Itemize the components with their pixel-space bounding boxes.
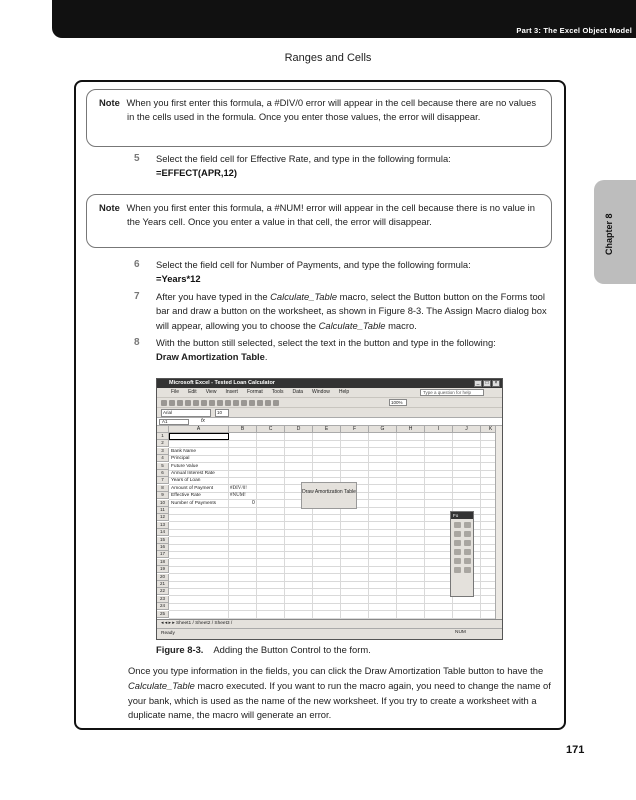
column-header[interactable]: H [397,426,425,433]
step-text-part: macro, select the Button button on the Forms tool bar and draw a button on the worksheet, as shown in Figure 8-3. The Assign Macro dialog box will appear, allowing you to choose the [156,291,547,331]
num-lock-indicator: NUM [455,630,466,635]
page-number: 171 [566,744,585,756]
row-header[interactable]: 15 [157,537,169,544]
grid-line [169,447,495,448]
note-box [86,89,552,147]
tab-nav-arrows[interactable]: ◂ ◂ ▸ ▸ [161,621,176,626]
group-box-icon[interactable] [454,531,461,537]
row-header[interactable]: 21 [157,581,169,588]
row-header[interactable]: 24 [157,603,169,610]
grid-line [169,536,495,537]
step-8 [134,336,552,365]
print-icon[interactable] [185,400,191,406]
spelling-icon[interactable] [201,400,207,406]
row-header[interactable]: 16 [157,544,169,551]
note-text: When you first enter this formula, a #NUM! error will appear in the cell because there is no value in the Years cell. Once you enter a value in that cell, the error will disappear. [126,202,535,228]
macro-name: Calculate_Table [128,679,195,691]
cell-label[interactable]: Amount of Payment [171,485,214,491]
cell-label[interactable]: Annual Interest Rate [171,471,215,476]
grid-line [169,544,495,545]
figure-caption [156,644,371,655]
copy-icon[interactable] [217,400,223,406]
list-box-icon[interactable] [454,549,461,555]
grid-line [169,588,495,589]
row-header[interactable]: 20 [157,574,169,581]
vertical-scrollbar[interactable] [495,426,503,619]
minimize-icon[interactable]: _ [474,380,482,387]
note-label: Note [99,97,120,108]
open-icon[interactable] [169,400,175,406]
row-header[interactable]: 13 [157,522,169,529]
note-text: When you first enter this formula, a #DIV/0 error will appear in the cell because there are no values in the cells used in the formula. Once you enter those values, the error will disappear. [126,97,537,123]
row-header[interactable]: 14 [157,529,169,536]
row-header[interactable]: 7 [157,477,169,484]
chapter-label: Chapter 8 [604,213,614,255]
step-text-part: After you have typed in the [156,291,271,302]
step-text [134,290,552,333]
row-header[interactable]: 18 [157,559,169,566]
grid-line [228,433,229,619]
undo-icon[interactable] [233,400,239,406]
column-header[interactable]: C [257,426,285,433]
column-header[interactable]: D [285,426,313,433]
grid-line [284,433,285,619]
grid-line [424,433,425,619]
checkbox-icon[interactable] [454,540,461,546]
grid-line [169,455,495,456]
note-box [86,194,552,248]
grid-line [169,514,495,515]
menu-edit[interactable]: Edit [188,389,197,395]
grid-line [340,433,341,619]
row-header[interactable]: 12 [157,514,169,521]
menu-data[interactable]: Data [292,389,304,395]
cell-value[interactable]: 0 [252,499,255,506]
grid-line [169,529,495,530]
step-text [134,336,552,365]
selected-cell[interactable] [169,433,229,440]
scroll-bar-icon[interactable] [454,558,461,564]
row-header[interactable]: 5 [157,463,169,470]
step-formula: =Years*12 [156,273,201,285]
chart-icon[interactable] [265,400,271,406]
formula-bar [157,417,502,426]
new-icon[interactable] [161,400,167,406]
row-header[interactable]: 3 [157,448,169,455]
sheet-tabs[interactable] [157,619,502,628]
cell-label[interactable]: Number of Payments [171,500,217,506]
menu-file[interactable]: File [171,389,180,395]
window-controls [474,380,500,387]
close-icon[interactable]: × [492,380,500,387]
preview-icon[interactable] [193,400,199,406]
help-search-input[interactable]: Type a question for help [420,389,484,396]
sum-icon[interactable] [249,400,255,406]
select-all-corner[interactable] [157,426,169,433]
grid-line [169,610,495,611]
row-header[interactable]: 4 [157,455,169,462]
column-header[interactable]: F [341,426,369,433]
paragraph-text: Once you type information in the fields, you can click the Draw Amortization Table button to have the [128,665,544,676]
cell-label[interactable]: Future Value [171,463,199,469]
grid-line [169,470,495,471]
sort-icon[interactable] [257,400,263,406]
row-header[interactable]: 2 [157,440,169,447]
grid-line [169,440,495,441]
step-6 [134,258,552,287]
paste-icon[interactable] [225,400,231,406]
code-icon[interactable] [464,567,471,573]
row-header[interactable]: 25 [157,611,169,618]
step-number: 7 [134,291,140,302]
row-header[interactable]: 9 [157,492,169,499]
paragraph-text: macro executed. If you want to run the macro again, you need to change the name of your bank, which is used as the name of the new worksheet. If you try to create a worksheet with a duplicate name, the macro will generate an error. [128,679,551,721]
cell-label[interactable]: Effective Rate [171,493,201,499]
grid-line [169,581,495,582]
menu-window[interactable]: Window [312,389,330,395]
grid-line [169,603,495,604]
column-header[interactable]: A [169,426,229,433]
column-header[interactable]: B [229,426,257,433]
column-header[interactable]: G [369,426,397,433]
macro-name: Calculate_Table [318,319,386,331]
figure-caption-text: Adding the Button Control to the form. [213,644,371,655]
combo-box-icon[interactable] [464,549,471,555]
cell-label[interactable]: Years of Loan [171,478,201,484]
chapter-tab [594,180,636,284]
menu-view[interactable]: View [205,389,217,395]
toolbar-icons [161,400,279,406]
column-header[interactable]: J [453,426,481,433]
font-size-select[interactable]: 10 [215,409,229,417]
menu-insert[interactable]: Insert [225,389,238,395]
page-header-bar [52,0,636,38]
grid-line [169,462,495,463]
label-icon[interactable] [454,522,461,528]
column-header[interactable]: K [481,426,501,433]
excel-title-bar [157,379,502,388]
step-number: 8 [134,337,140,348]
edit-box-icon[interactable] [464,522,471,528]
cell-value[interactable]: #DIV/0! [230,485,247,491]
row-header[interactable]: 11 [157,507,169,514]
standard-toolbar [157,397,502,407]
draw-amortization-table-button[interactable]: Draw Amortization Table [301,482,357,509]
status-bar [157,628,502,640]
worksheet-grid[interactable] [157,426,495,619]
step-text-part: . [264,351,268,363]
menu-help[interactable]: Help [338,389,350,395]
name-box[interactable]: A1 [159,419,189,425]
grid-line [396,433,397,619]
row-header[interactable]: 10 [157,500,169,507]
grid-line [169,573,495,574]
grid-line [169,551,495,552]
row-header[interactable]: 17 [157,551,169,558]
formatting-toolbar [157,407,502,417]
font-select[interactable]: Arial [161,409,211,417]
forms-toolbar [450,511,474,597]
step-5 [134,152,552,181]
cell-label[interactable]: Bank Name [171,448,197,454]
button-icon[interactable] [464,531,471,537]
grid-line [480,433,481,619]
macro-name: Calculate_Table [270,291,338,302]
grid-line [169,595,495,596]
step-bold-text: Draw Amortization Table [156,351,265,363]
step-text-part: macro. [385,319,417,331]
grid-line [256,433,257,619]
row-header[interactable]: 8 [157,485,169,492]
grid-line [169,521,495,522]
forms-toolbar-title: Fo [451,512,473,519]
figure-label: Figure 8-3. [156,644,204,655]
excel-title: Microsoft Excel - Tested Loan Calculator [169,380,275,386]
step-number: 6 [134,259,140,270]
row-header[interactable]: 1 [157,433,169,440]
status-text: Ready [161,631,175,636]
option-button-icon[interactable] [464,540,471,546]
sheet-tab-labels[interactable]: Sheet1 / Sheet2 / Sheet3 / [175,621,233,626]
step-text-part: With the button still selected, select the text in the button and type in the following: [156,337,496,348]
row-header[interactable]: 6 [157,470,169,477]
grid-line [312,433,313,619]
save-icon[interactable] [177,400,183,406]
properties-icon[interactable] [454,567,461,573]
grid-line [169,566,495,567]
menu-tools[interactable]: Tools [271,389,284,395]
column-header[interactable]: E [313,426,341,433]
zoom-select[interactable]: 100% [389,399,407,406]
column-header[interactable]: I [425,426,453,433]
grid-line [368,433,369,619]
maximize-icon[interactable]: □ [483,380,491,387]
row-header[interactable]: 22 [157,588,169,595]
step-7 [134,290,552,333]
step-text: Select the field cell for Number of Payments, and type the following formula: [156,259,471,270]
step-text: Select the field cell for Effective Rate, and type in the following formula: [156,153,451,164]
part-title: Part 3: The Excel Object Model [516,26,632,35]
running-title: Ranges and Cells [284,52,372,64]
row-header[interactable]: 23 [157,596,169,603]
step-number: 5 [134,153,140,164]
row-header[interactable]: 19 [157,566,169,573]
body-paragraph [128,664,554,723]
forms-icons [451,519,473,576]
step-formula: =EFFECT(APR,12) [156,167,238,179]
grid-line [169,558,495,559]
grid-line [169,477,495,478]
redo-icon[interactable] [241,400,247,406]
cell-label[interactable]: Principal [171,456,190,462]
menu-format[interactable]: Format [246,389,263,395]
excel-screenshot [156,378,503,640]
drawing-icon[interactable] [273,400,279,406]
cut-icon[interactable] [209,400,215,406]
cell-value[interactable]: #NUM! [230,493,246,499]
note-label: Note [99,202,120,213]
fx-icon[interactable]: fx [201,418,205,424]
spinner-icon[interactable] [464,558,471,564]
